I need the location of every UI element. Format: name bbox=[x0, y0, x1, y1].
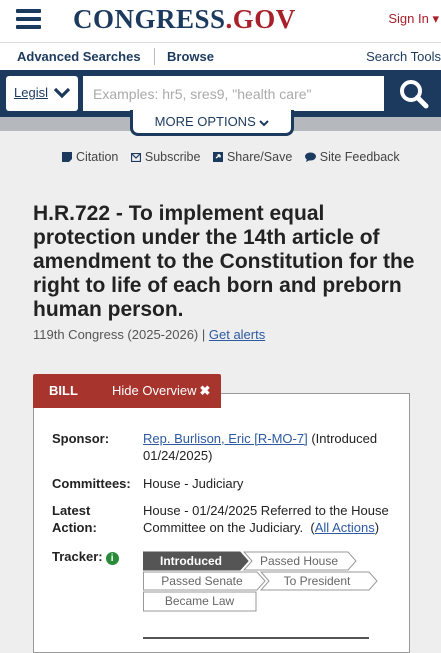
sponsor-value: Rep. Burlison, Eric [R-MO-7] (Introduced 01/24/2025) bbox=[143, 431, 378, 463]
subscribe-link[interactable]: Subscribe bbox=[131, 150, 201, 164]
chevron-down-icon bbox=[259, 118, 269, 128]
sign-in-link[interactable]: Sign In ▾ bbox=[388, 11, 439, 26]
envelope-icon bbox=[131, 153, 141, 162]
bill-tracker bbox=[143, 551, 383, 613]
caret-down-icon: ▾ bbox=[432, 11, 439, 26]
browse-link[interactable]: Browse bbox=[167, 49, 214, 64]
latest-action-label: Latest Action: bbox=[52, 503, 97, 535]
search-scope-select[interactable] bbox=[6, 76, 78, 111]
search-tools-link[interactable]: Search Tools bbox=[366, 49, 441, 64]
tracker-stage-passed-senate: Passed Senate bbox=[161, 574, 243, 588]
tracker-stage-to-president: To President bbox=[283, 574, 351, 588]
citation-link[interactable]: Citation bbox=[62, 150, 118, 164]
advanced-searches-link[interactable]: Advanced Searches bbox=[17, 49, 141, 64]
bill-tab-label: BILL bbox=[49, 383, 78, 398]
nav-divider bbox=[154, 48, 155, 65]
search-icon[interactable] bbox=[394, 78, 434, 110]
tracker-stage-became-law: Became Law bbox=[164, 594, 235, 608]
share-save-link[interactable]: Share/Save bbox=[213, 150, 292, 164]
all-actions-link[interactable]: All Actions bbox=[314, 520, 375, 535]
committees-value: House - Judiciary bbox=[143, 476, 244, 491]
bill-overview-tab bbox=[33, 374, 221, 408]
sub-navigation bbox=[0, 42, 441, 70]
site-feedback-link[interactable]: Site Feedback bbox=[305, 150, 400, 164]
info-icon[interactable]: i bbox=[106, 552, 119, 565]
action-links bbox=[62, 150, 409, 164]
get-alerts-link[interactable]: Get alerts bbox=[208, 327, 266, 342]
site-logo[interactable]: CONGRESS.GOV bbox=[73, 4, 296, 34]
citation-icon bbox=[62, 152, 72, 162]
committees-label: Committees: bbox=[52, 476, 131, 491]
close-icon: ✖ bbox=[199, 383, 211, 398]
sponsor-label: Sponsor: bbox=[52, 431, 110, 446]
top-bar bbox=[0, 0, 441, 42]
share-icon bbox=[213, 152, 223, 162]
tracker-stage-introduced: Introduced bbox=[160, 554, 222, 568]
more-options-button[interactable]: MORE OPTIONS bbox=[130, 110, 294, 136]
congress-session: 119th Congress (2025-2026) | Get alerts bbox=[33, 327, 266, 342]
panel-divider bbox=[143, 637, 369, 639]
search-input[interactable] bbox=[83, 76, 384, 111]
chat-bubble-icon bbox=[305, 152, 316, 162]
sponsor-link[interactable]: Rep. Burlison, Eric [R-MO-7] bbox=[143, 431, 308, 446]
bill-title: H.R.722 - To implement equal protection under the 14th article of amendment to the Constitution for the right to life of each born and preborn human person. bbox=[33, 202, 415, 321]
search-scope-label: Legisl bbox=[14, 85, 48, 100]
tracker-stage-passed-house: Passed House bbox=[259, 554, 339, 568]
hamburger-menu-icon[interactable] bbox=[16, 9, 41, 29]
tracker-label: Tracker: i bbox=[52, 548, 119, 565]
hide-overview-button[interactable]: Hide Overview ✖ bbox=[112, 383, 211, 398]
chevron-down-icon bbox=[53, 84, 71, 102]
latest-action-value: House - 01/24/2025 Referred to the House Committee on the Judiciary. (All Actions) bbox=[143, 503, 389, 535]
